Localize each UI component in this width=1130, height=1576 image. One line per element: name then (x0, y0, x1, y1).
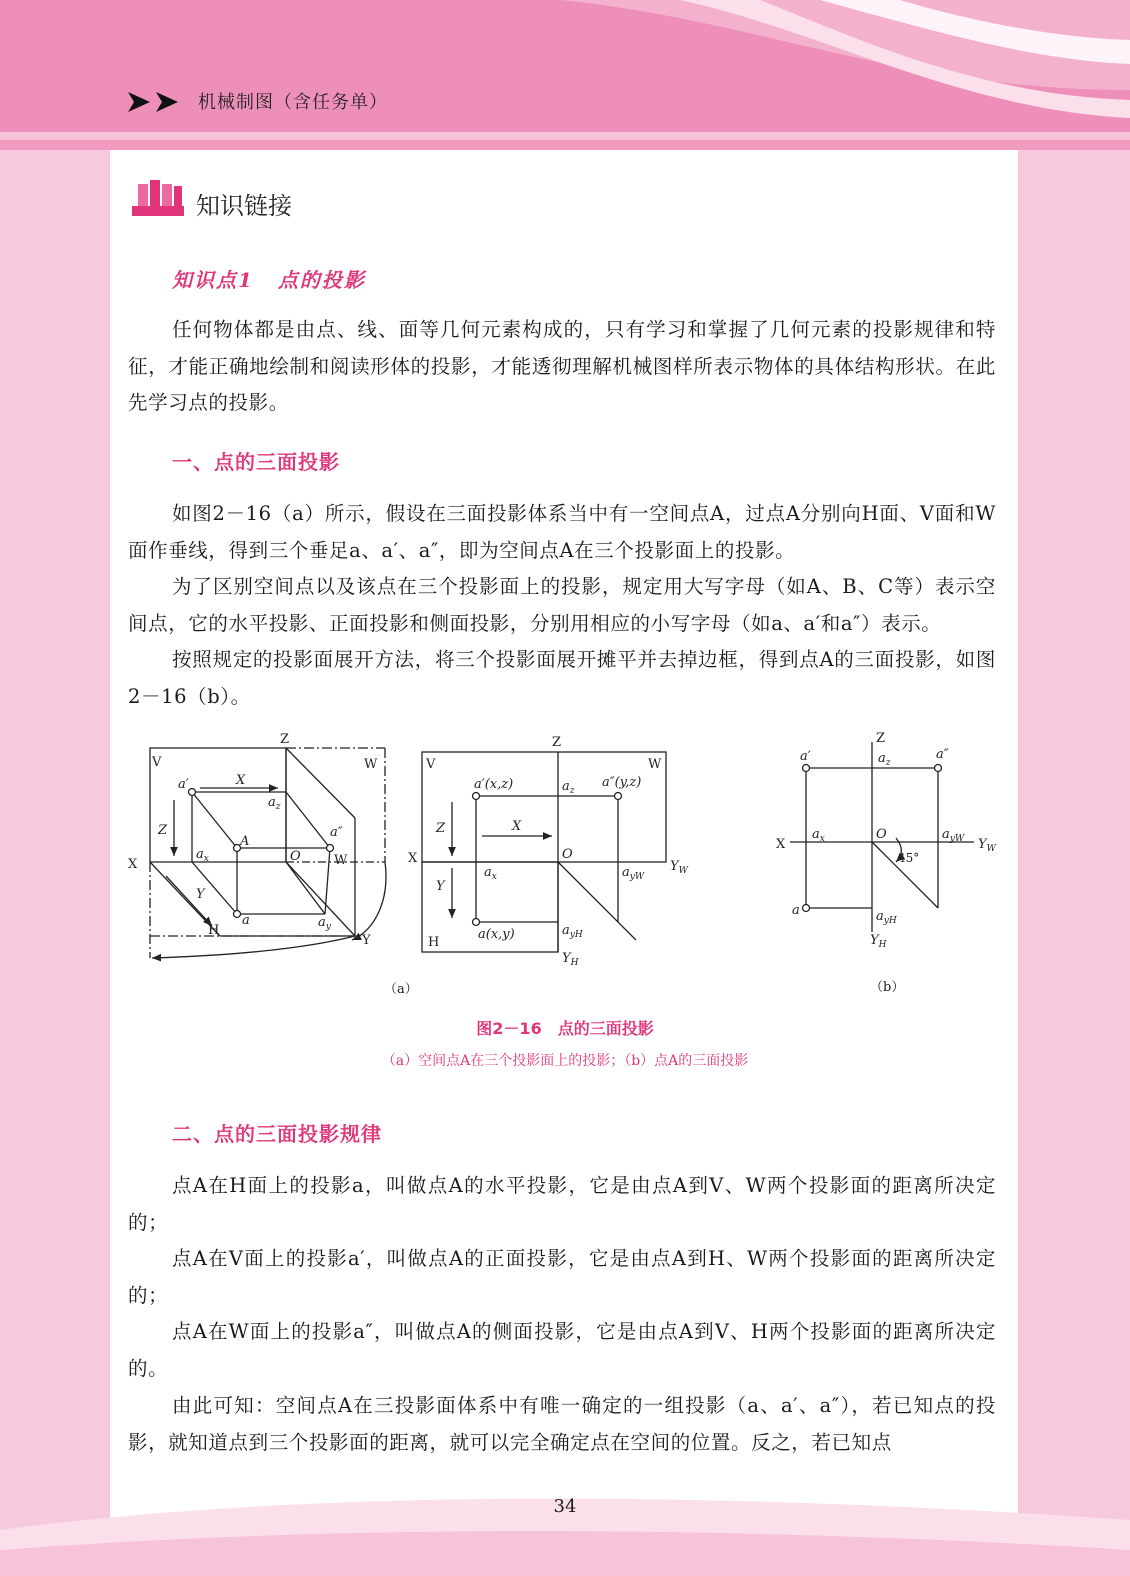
footer-wave-decoration (0, 1470, 1130, 1576)
svg-text:a″: a″ (936, 747, 949, 762)
svg-text:H: H (428, 935, 440, 950)
knowledge-point-name: 点的投影 (277, 268, 366, 292)
svg-text:ayH: $a_{yH}$ (876, 909, 897, 926)
section-title: 知识链接 (196, 192, 292, 220)
svg-text:X: X (512, 819, 522, 834)
svg-text:a: a (792, 903, 800, 918)
svg-text:ax: $a_x$ (484, 865, 497, 882)
svg-text:Z: Z (436, 821, 446, 836)
svg-text:a′: a′ (178, 777, 189, 792)
svg-text:Y: Y (362, 933, 371, 948)
svg-text:ax: $a_x$ (196, 847, 209, 864)
svg-text:a: a (242, 913, 250, 928)
knowledge-point-label: 知识点1 (172, 268, 254, 292)
svg-text:W: W (364, 757, 378, 772)
svg-text:W: W (334, 853, 348, 868)
svg-text:a″(y,z): a″(y,z) (602, 775, 642, 790)
svg-text:ayH: $a_{yH}$ (562, 923, 583, 940)
svg-text:H: H (208, 923, 220, 938)
rule-paragraph-4: 由此可知：空间点A在三投影面体系中有唯一确定的一组投影（a、a′、a″），若已知点的投影，就知道点到三个投影面的距离，就可以完全确定点在空间的位置。反之，若已知点 (128, 1394, 996, 1454)
svg-text:az: $a_z$ (562, 779, 575, 796)
svg-text:a(x,y): a(x,y) (478, 927, 515, 942)
page-number: 34 (553, 1496, 577, 1517)
figure-subcaption: （a）空间点A在三个投影面上的投影；（b）点A的三面投影 (381, 1053, 749, 1069)
svg-text:Z: Z (552, 735, 562, 750)
svg-text:ay: $a_y$ (318, 915, 331, 932)
svg-text:Z: Z (158, 823, 168, 838)
right-margin-band (1018, 150, 1130, 1576)
svg-text:Z: Z (876, 731, 886, 746)
heading-projection-rules: 二、点的三面投影规律 (172, 1122, 382, 1146)
svg-text:Z: Z (280, 732, 290, 747)
svg-text:ayW: $a_{yW}$ (622, 865, 645, 882)
page-header (0, 0, 1130, 132)
svg-text:YW: $Y_W$ (670, 859, 688, 876)
left-margin-band (0, 150, 110, 1576)
svg-text:YH: $Y_H$ (562, 951, 579, 968)
header-divider (0, 140, 1130, 150)
svg-text:YH: $Y_H$ (870, 933, 887, 950)
svg-text:O: O (290, 849, 301, 864)
svg-text:X: X (776, 837, 786, 852)
svg-text:45°: 45° (898, 851, 920, 865)
books-icon (132, 180, 188, 220)
rule-paragraph-2: 点A在V面上的投影a′，叫做点A的正面投影，它是由点A到H、W两个投影面的距离所决定的； (128, 1247, 996, 1307)
figure-caption: 图2－16 点的三面投影 (476, 1019, 654, 1038)
svg-text:Y: Y (436, 879, 445, 894)
svg-text:az: $a_z$ (268, 795, 281, 812)
svg-text:Y: Y (196, 887, 205, 902)
svg-text:az: $a_z$ (878, 751, 891, 768)
book-title: 机械制图（含任务单） (198, 92, 388, 113)
svg-text:V: V (426, 757, 436, 772)
knowledge-point-title (172, 264, 366, 293)
svg-text:a″: a″ (330, 825, 343, 840)
svg-text:ayW: $a_{yW}$ (942, 827, 965, 844)
heading-three-view-projection: 一、点的三面投影 (172, 450, 340, 474)
svg-text:O: O (876, 827, 887, 842)
svg-text:O: O (562, 847, 573, 862)
paragraph-2: 为了区别空间点以及该点在三个投影面上的投影，规定用大写字母（如A、B、C等）表示空间点，它的水平投影、正面投影和侧面投影，分别用相应的小写字母（如a、a′和a″）表示。 (128, 575, 996, 635)
figure-sub-label-a: （a） (384, 982, 418, 997)
figure-sub-label-b: （b） (870, 980, 905, 995)
svg-text:X: X (128, 857, 138, 872)
svg-text:W: W (648, 757, 662, 772)
paragraph-1: 如图2－16（a）所示，假设在三面投影体系当中有一空间点A，过点A分别向H面、V面和W面作垂线，得到三个垂足a、a′、a″，即为空间点A在三个投影面上的投影。 (128, 502, 996, 562)
svg-text:A: A (240, 834, 250, 849)
svg-text:a′(x,z): a′(x,z) (474, 777, 514, 792)
intro-paragraph: 任何物体都是由点、线、面等几何元素构成的，只有学习和掌握了几何元素的投影规律和特征，才能正确地绘制和阅读形体的投影，才能透彻理解机械图样所表示物体的具体结构形状。在此先学习点的投影。 (128, 318, 996, 414)
svg-text:YW: $Y_W$ (978, 837, 996, 854)
svg-text:X: X (408, 851, 418, 866)
rule-paragraph-1: 点A在H面上的投影a，叫做点A的水平投影，它是由点A到V、W两个投影面的距离所决定的； (128, 1174, 996, 1234)
svg-text:a′: a′ (800, 749, 811, 764)
paragraph-3: 按照规定的投影面展开方法，将三个投影面展开摊平并去掉边框，得到点A的三面投影，如图2－16（b）。 (128, 648, 996, 708)
svg-text:V: V (152, 755, 162, 770)
rule-paragraph-3: 点A在W面上的投影a″，叫做点A的侧面投影，它是由点A到V、H两个投影面的距离所决定的。 (128, 1320, 996, 1380)
svg-text:X: X (236, 773, 246, 788)
svg-text:ax: $a_x$ (812, 827, 825, 844)
double-arrow-icon (128, 90, 188, 114)
